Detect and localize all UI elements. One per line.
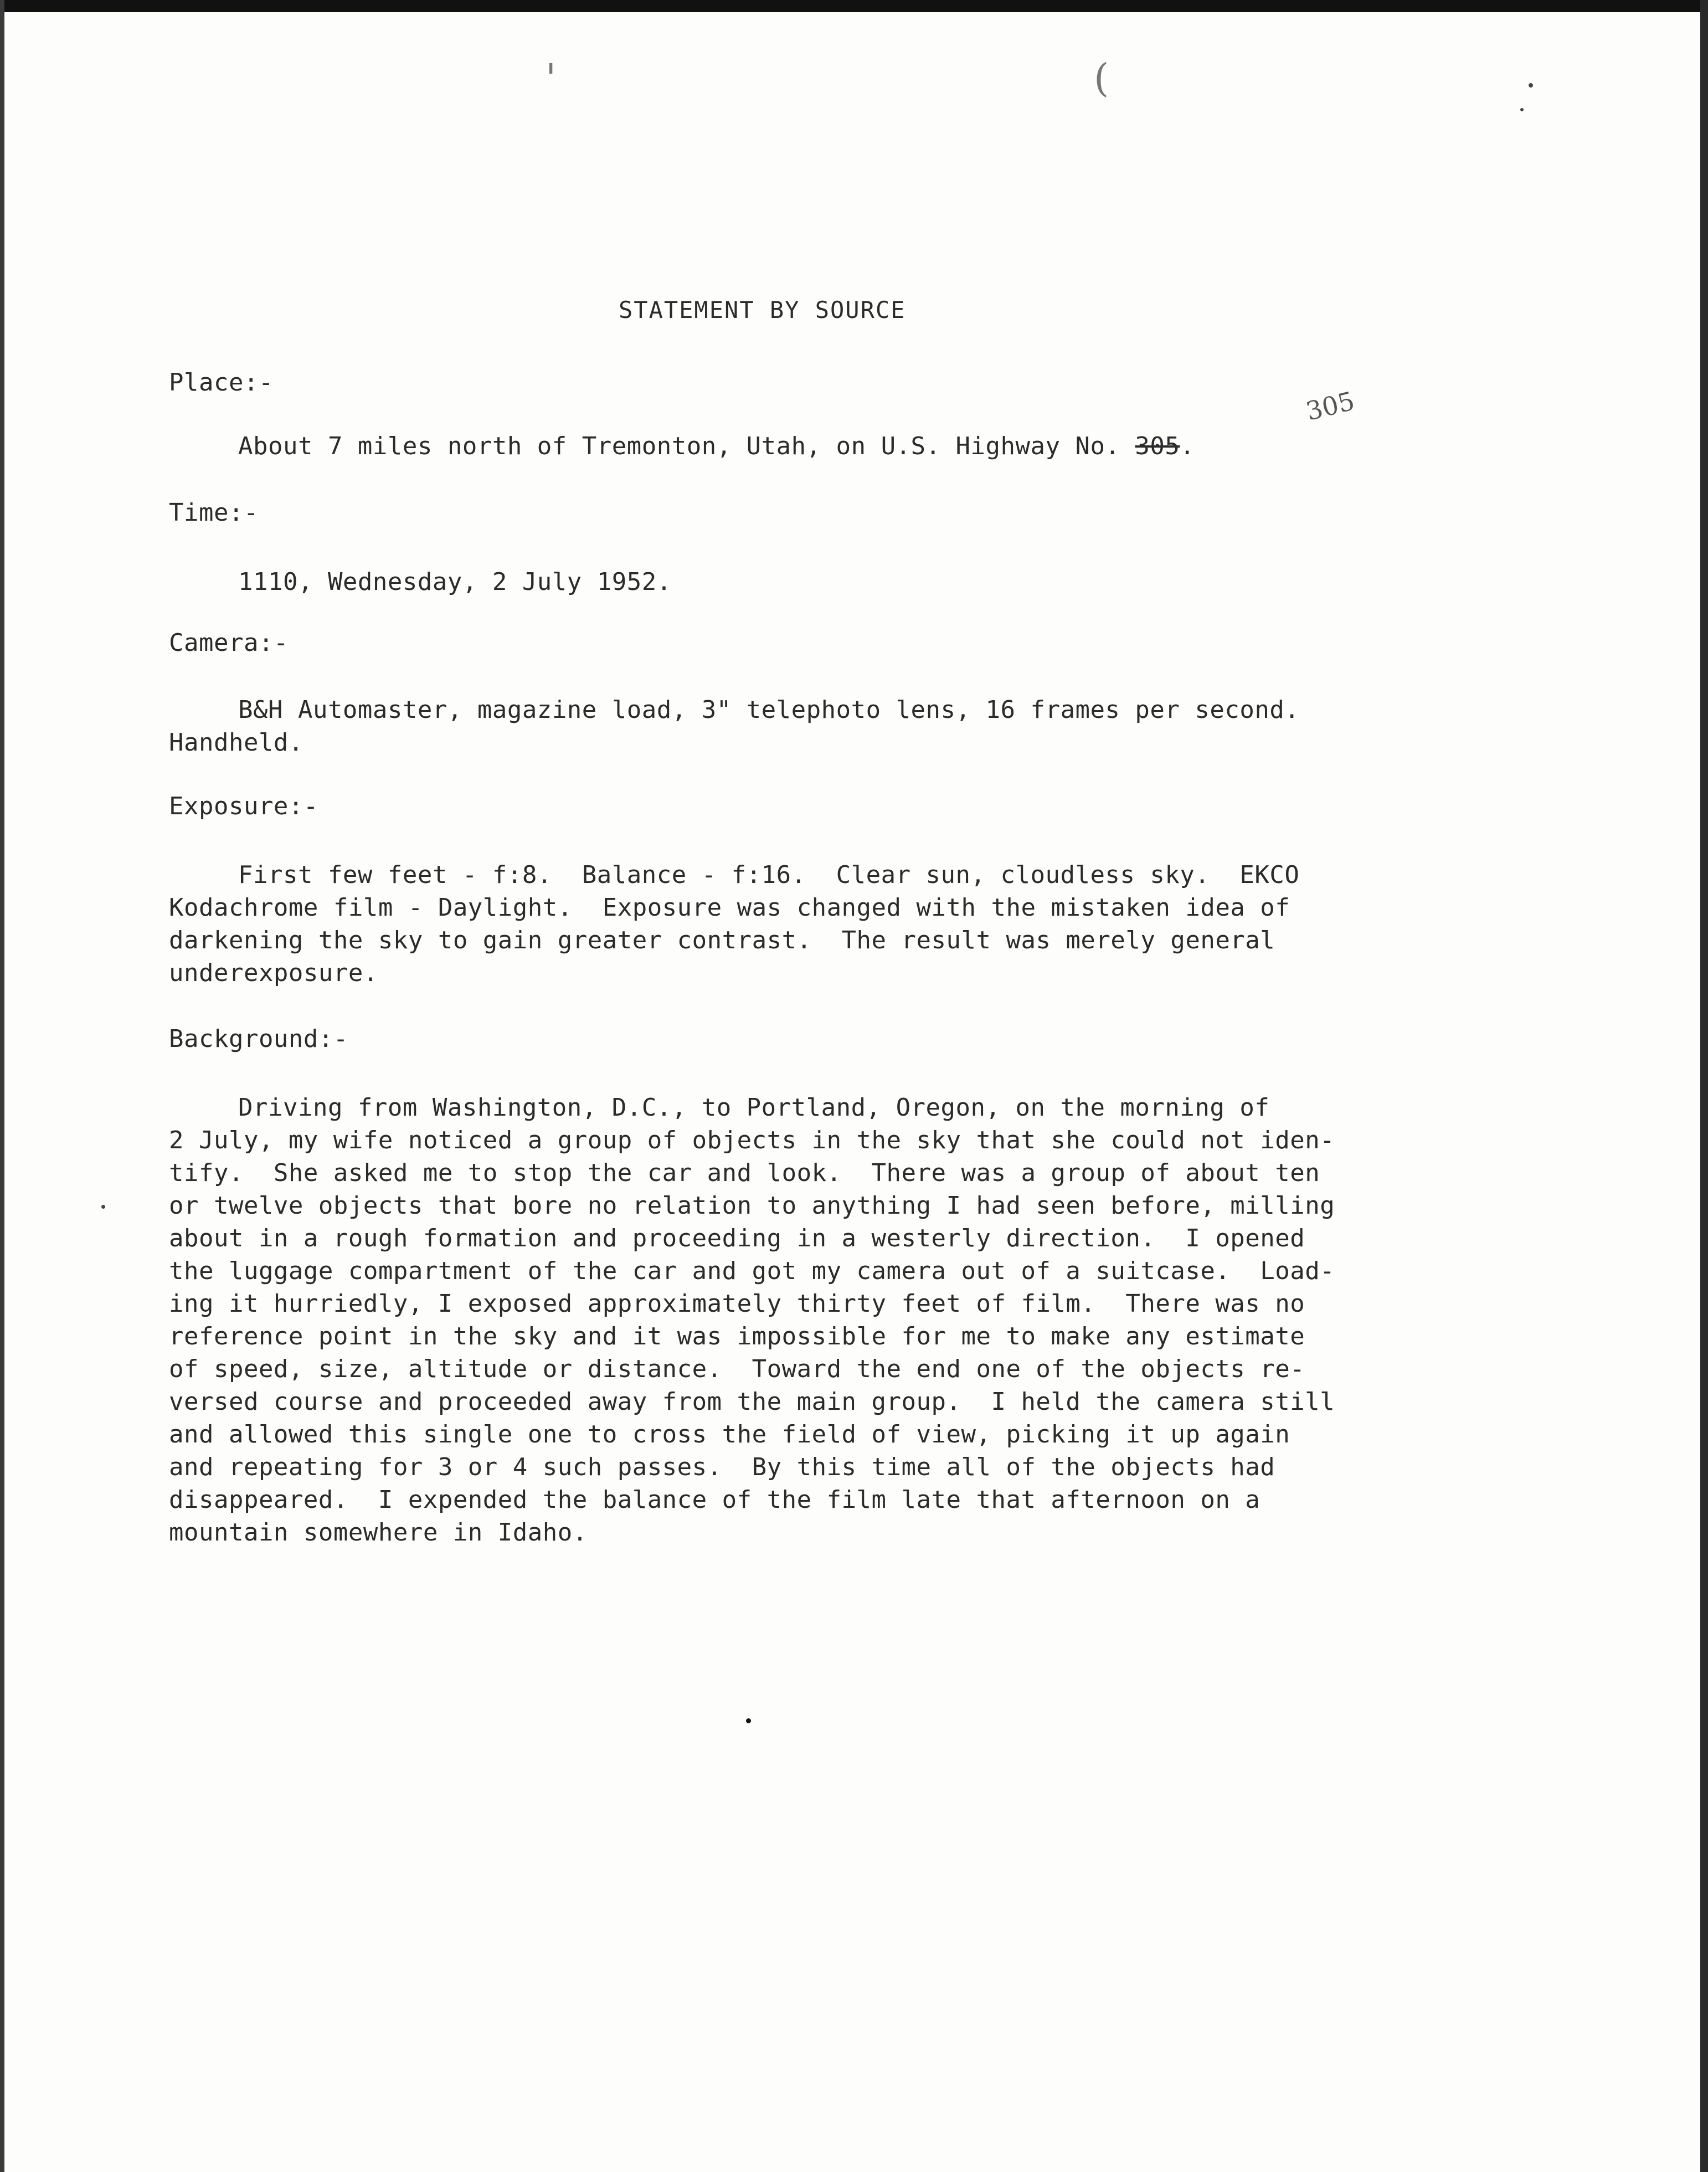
- place-text: [238, 432, 1195, 460]
- background-line-3: tify. She asked me to stop the car and look. There was a group of about ten: [169, 1159, 1320, 1187]
- scan-mark: (: [1094, 55, 1109, 101]
- background-line-5: about in a rough formation and proceeding in a westerly direction. I opened: [169, 1224, 1305, 1252]
- background-line-7: ing it hurriedly, I exposed approximately thirty feet of film. There was no: [169, 1290, 1305, 1318]
- background-line-14: mountain somewhere in Idaho.: [169, 1518, 588, 1547]
- scan-edge-right: [1700, 0, 1708, 2172]
- scan-speck: [1529, 83, 1533, 88]
- exposure-line-3: darkening the sky to gain greater contrast. The result was merely general: [169, 926, 1275, 954]
- background-line-1: Driving from Washington, D.C., to Portland, Oregon, on the morning of: [238, 1093, 1270, 1122]
- document-title: STATEMENT BY SOURCE: [619, 296, 906, 324]
- background-line-9: of speed, size, altitude or distance. Toward the end one of the objects re-: [169, 1355, 1305, 1383]
- exposure-line-4: underexposure.: [169, 959, 378, 987]
- scan-speck: [746, 1718, 751, 1723]
- camera-line-2: Handheld.: [169, 728, 303, 757]
- camera-label: Camera:-: [169, 629, 289, 657]
- background-label: Background:-: [169, 1025, 348, 1053]
- camera-line-1: B&H Automaster, magazine load, 3" telephoto lens, 16 frames per second.: [238, 696, 1300, 724]
- exposure-label: Exposure:-: [169, 792, 318, 820]
- background-line-13: disappeared. I expended the balance of the film late that afternoon on a: [169, 1486, 1261, 1514]
- scan-speck: [1520, 108, 1524, 111]
- background-line-6: the luggage compartment of the car and got my camera out of a suitcase. Load-: [169, 1257, 1335, 1285]
- background-line-8: reference point in the sky and it was impossible for me to make any estimate: [169, 1322, 1305, 1351]
- place-text-after: .: [1180, 432, 1195, 460]
- background-line-2: 2 July, my wife noticed a group of objects in the sky that she could not iden-: [169, 1126, 1335, 1154]
- scan-speck: [101, 1205, 105, 1209]
- exposure-line-1: First few feet - f:8. Balance - f:16. Clear sun, cloudless sky. EKCO: [238, 861, 1300, 889]
- exposure-line-2: Kodachrome film - Daylight. Exposure was changed with the mistaken idea of: [169, 894, 1290, 922]
- time-text: 1110, Wednesday, 2 July 1952.: [238, 568, 672, 596]
- place-label: Place:-: [169, 368, 274, 397]
- background-line-10: versed course and proceeded away from the main group. I held the camera still: [169, 1388, 1335, 1416]
- background-line-4: or twelve objects that bore no relation to anything I had seen before, milling: [169, 1192, 1335, 1220]
- background-line-11: and allowed this single one to cross the field of view, picking it up again: [169, 1420, 1290, 1449]
- place-text-before: About 7 miles north of Tremonton, Utah, on U.S. Highway No.: [238, 432, 1135, 460]
- scan-edge-left: [0, 0, 4, 2172]
- place-struck-number: 305: [1135, 432, 1180, 460]
- time-label: Time:-: [169, 499, 259, 527]
- handwritten-correction: 305: [1303, 386, 1358, 427]
- scan-mark: ': [546, 55, 557, 101]
- background-line-12: and repeating for 3 or 4 such passes. By this time all of the objects had: [169, 1453, 1275, 1481]
- scan-edge-top: [0, 0, 1708, 12]
